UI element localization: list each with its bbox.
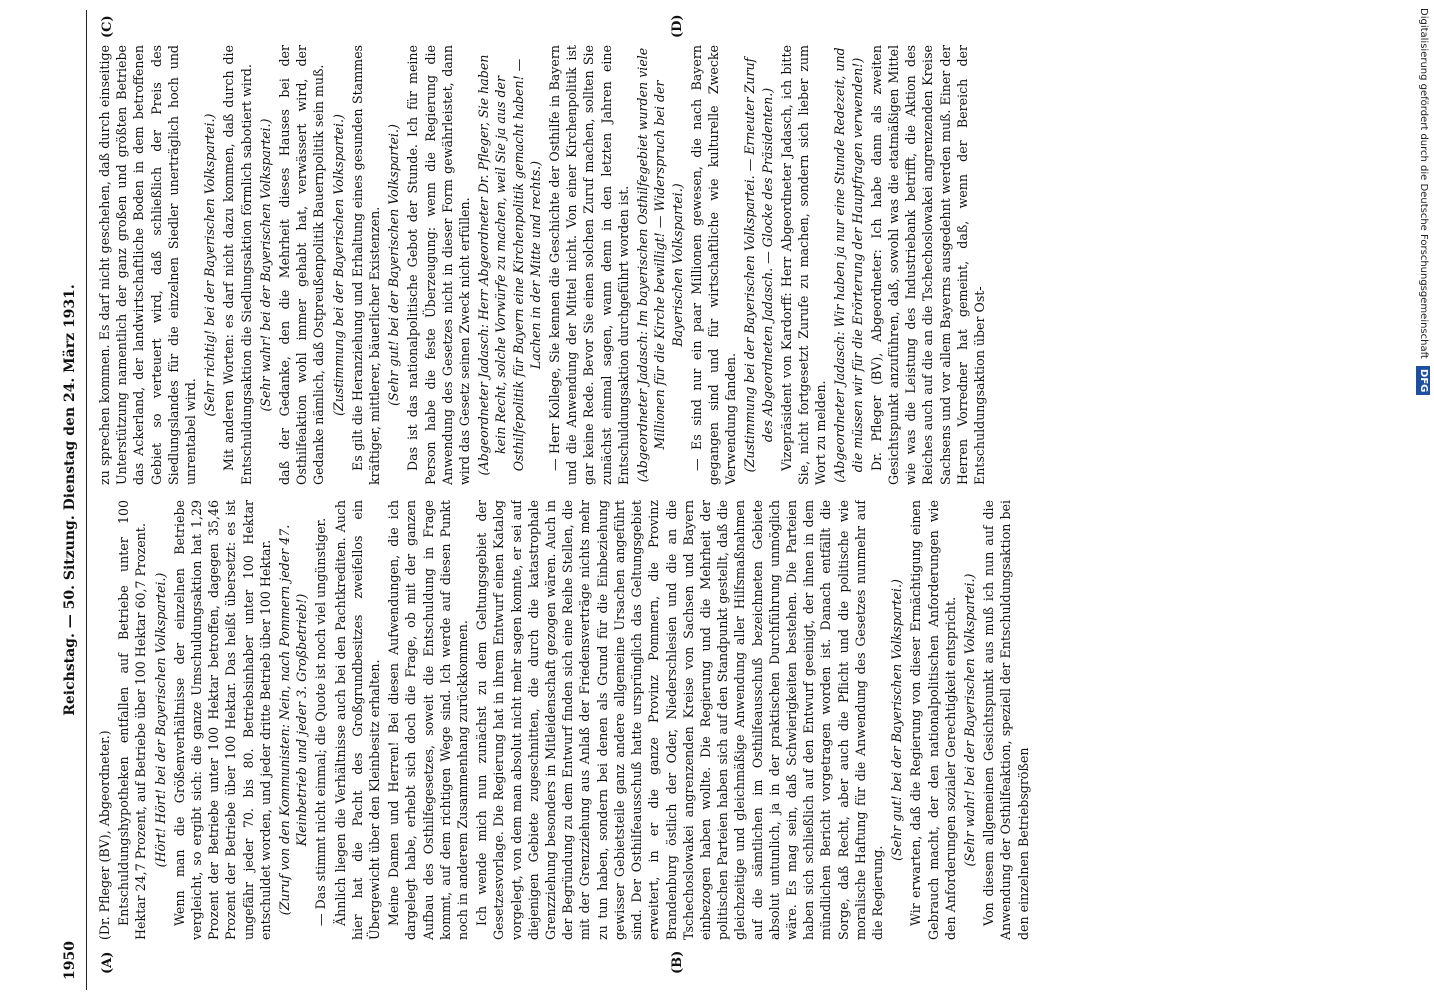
page-title: Reichstag. — 50. Sitzung. Dienstag den 24. März 1931. <box>62 284 78 716</box>
paragraph: — Das stimmt nicht einmal; die Quote ist noch viel ungünstiger. <box>313 517 329 926</box>
left-text-column <box>96 500 1366 940</box>
document-page <box>60 10 1380 990</box>
margin-mark-a: (A) <box>100 951 115 974</box>
paragraph: Von diesem allgemeinen Gesichtspunkt aus muß ich nun auf die Anwendung der Osthilfeaktion, speziell der Entschuldungsaktion bei den einzelnen Betriebsgrößen <box>981 500 1031 940</box>
paragraph: Das ist das nationalpolitische Gebot der Stunde. Ich für meine Person habe die feste Überzeugung: wenn die Regierung die Anwendung des Gesetzes nicht in dieser Form gewährleistet, dann wird das Gesetz seinen Zweck nicht erfüllen. <box>405 45 473 485</box>
paragraph: daß der Gedanke, den die Mehrheit dieses Hauses bei der Osthilfeaktion wohl immer gehabt hat, verwässert wird, der Gedanke nämlich, daß Ostpreußenpolitik Bauernpolitik sein muß. <box>277 45 327 485</box>
paragraph: Wir erwarten, daß die Regierung von dieser Ermächtigung einen Gebrauch macht, der den nationalpolitischen Anforderungen wie den Anforderungen sozialer Gerechtigkeit entspricht. <box>908 500 958 940</box>
dfg-logo: DFG <box>1416 366 1430 395</box>
credit-text: Digitalisierung gefördert durch die Deutsche Forschungsgemeinschaft <box>1418 8 1429 359</box>
interjection: (Sehr richtig! bei der Bayerischen Volkspartei.) <box>202 113 218 417</box>
paragraph: (Dr. Pfleger (BV), Abgeordneter.) <box>97 730 112 940</box>
paragraph: Entschuldungshypotheken entfallen auf Betriebe unter 100 Hektar 24,7 Prozent, auf Betriebe über 100 Hektar 60,7 Prozent. <box>116 500 149 940</box>
interjection: (Zustimmung bei der Bayerischen Volkspartei. — Erneuter Zuruf des Abgeordneten Jadasch. — Glocke des Präsidenten.) <box>742 57 775 473</box>
margin-mark-d: (D) <box>670 14 685 38</box>
paragraph: Mit anderen Worten: es darf nicht dazu kommen, daß durch die Entschuldungsaktion die Siedlungsaktion förmlich sabotiert wird. <box>221 45 254 485</box>
interjection: (Zustimmung bei der Bayerischen Volkspartei.) <box>330 114 346 416</box>
paragraph: — Herr Kollege, Sie kennen die Geschichte der Osthilfe in Bayern und die Anwendung der Mittel nicht. Von einer Kirchenpolitik ist gar keine Rede. Bevor Sie einen solchen Zuruf machen, sollten Sie zunächst einmal sagen, wann denn in den letzten Jahren eine Entschuldungsaktion durchgeführt worden ist. <box>547 45 631 485</box>
interjection: (Abgeordneter Jadasch: Wir haben ja nur eine Stunde Redezeit, und die müssen wir für die Erörterung der Hauptfragen verwenden!) <box>832 47 865 483</box>
margin-mark-b: (B) <box>670 950 685 974</box>
interjection: (Sehr gut! bei der Bayerischen Volkspartei.) <box>889 579 905 861</box>
interjection: (Zuruf von den Kommunisten: Nein, nach Pommern jeder 47. Kleinbetrieb und jeder 3. Großbetrieb!) <box>277 524 310 916</box>
paragraph: Ich wende mich nun zunächst zu dem Geltungsgebiet der Gesetzesvorlage. Die Regierung hat in ihrem Entwurf einen Katalog vorgelegt, von dem man absolut nicht mehr sagen konnte, er sei auf diejenigen Gebiete zugeschnitten, die durch die katastrophale Grenzziehung besonders in Mitleidenschaft gezogen wären. Auch in der Begründung zu dem Entwurf finden sich eine Reihe Stellen, die mit der Grenzziehung aus Anlaß der Friedensverträge nichts mehr zu tun haben, sondern bei denen als Grund für die Einbeziehung gewisser Gebietsteile ganz andere allgemeine Ursachen angeführt sind. Der Osthilfeausschuß hatte ursprünglich das Geltungsgebiet erweitert, in er die ganze Provinz Pommern, die Provinz Brandenburg östlich der Oder, Niederschlesien und die an die Tschechoslowakei angrenzenden Kreise von Sachsen und Bayern einbezogen haben wollte. Die Regierung und die Mehrheit der politischen Parteien haben sich auf den Standpunkt gestellt, daß die gleichzeitige und gleichmäßige Anwendung aller Hilfsmaßnahmen auf die sämtlichen im Osthilfeausschuß bezeichneten Gebiete absolut untunlich, ja in der praktischen Durchführung unmöglich wäre. Es mag sein, daß Schwierigkeiten bestehen. Die Parteien haben sich schließlich auf den Entwurf geeinigt, der ihnen in dem mündlichen Bericht vorgetragen worden ist. Danach entfällt die Sorge, daß Recht, aber auch die Pflicht und die politische wie moralische Haftung für die Anwendung des Gesetzes nunmehr auf die Regierung. <box>474 500 885 940</box>
interjection: (Sehr wahr! bei der Bayerischen Volkspartei.) <box>961 573 977 867</box>
paragraph: Wenn man die Größenverhältnisse der einzelnen Betriebe vergleicht, so ergibt sich: die ganze Umschuldungsaktion hat 1,29 Prozent der Betriebe unter 100 Hektar betroffen, dagegen 35,46 Prozent der Betriebe über 100 Hektar. Das heißt übersetzt: es ist ungefähr jeder 70. bis 80. Betriebsinhaber unter 100 Hektar entschuldet worden, und jeder dritte Betrieb über 100 Hektar. <box>171 500 273 940</box>
interjection: (Hört! Hört! bei der Bayerischen Volkspartei.) <box>152 572 168 868</box>
right-text-column <box>96 45 1366 485</box>
paragraph: Ähnlich liegen die Verhältnisse auch bei den Pachtkrediten. Auch hier hat die Pacht des Großgrundbesitzes zweifellos ein Übergewicht über den Kleinbesitz erhalten. <box>332 500 383 940</box>
page-header <box>60 10 87 990</box>
paragraph: Meine Damen und Herren! Bei diesen Aufwendungen, die ich dargelegt habe, erhebt sich doch die Frage, ob mit der ganzen Aufbau des Osthilfegesetzes, soweit die Entschuldung in Frage kommt, auf dem richtigen Wege sind. Ich werde auf diesen Punkt noch in anderem Zusammenhang zurückkommen. <box>386 500 471 940</box>
interjection: (Sehr gut! bei der Bayerischen Volkspartei.) <box>386 124 402 406</box>
digitization-credit <box>1416 8 1430 988</box>
paragraph: Dr. Pfleger (BV), Abgeordneter: Ich habe dann als zweiten Gesichtspunkt anzuführen, daß, sowohl was die etatmäßigen Mittel wie was die Leistung des Industriebank betrifft, die Aktion des Reiches auch auf die an die Tschechoslowakei angrenzenden Kreise Sachsens und vor allem Bayerns ausgedehnt werden muß. Einer der Herren Vorredner hat gemeint, daß, wenn der Bereich der Entschuldungsaktion über Ost- <box>868 45 987 485</box>
interjection: (Abgeordneter Jadasch: Herr Abgeordneter Dr. Pfleger, Sie haben kein Recht, solche Vorwürfe zu machen, weil Sie ja aus der Osthilfepolitik für Bayern eine Kirchenpolitik gemacht haben! — Lachen in der Mitte und rechts.) <box>476 54 543 476</box>
interjection: (Sehr wahr! bei der Bayerischen Volkspartei.) <box>257 118 273 412</box>
paragraph: Vizepräsident von Kardorff: Herr Abgeordneter Jadasch, ich bitte Sie, nicht fortgesetzt Zurufe zu machen, sondern sich lieber zum Wort zu melden. <box>778 45 829 485</box>
page-number: 1950 <box>62 941 78 980</box>
margin-mark-c: (C) <box>100 15 115 38</box>
paragraph: — Es sind nur ein paar Millionen gewesen, die nach Bayern gegangen sind und für wirtschaftliche wie kulturelle Zwecke Verwendung fanden. <box>688 45 739 485</box>
interjection: (Abgeordneter Jadasch: Im bayerischen Osthilfegebiet wurden viele Millionen für die Kirche bewilligt! — Widerspruch bei der Bayerischen Volkspartei.) <box>635 47 685 483</box>
paragraph: Es gilt die Heranziehung und Erhaltung eines gesunden Stammes kräftiger, mittlerer, bäuerlicher Existenzen. <box>349 45 383 485</box>
paragraph: zu sprechen kommen. Es darf nicht geschehen, daß durch einseitige Unterstützung namentlich der ganz großen und größten Betriebe das Ackerland, der landwirtschaftliche Boden in dem betroffenen Gebiet so verteuert wird, daß schließlich der Preis des Siedlungslandes für die einzelnen Siedler unerträglich hoch und unrentabel wird. <box>97 45 199 485</box>
